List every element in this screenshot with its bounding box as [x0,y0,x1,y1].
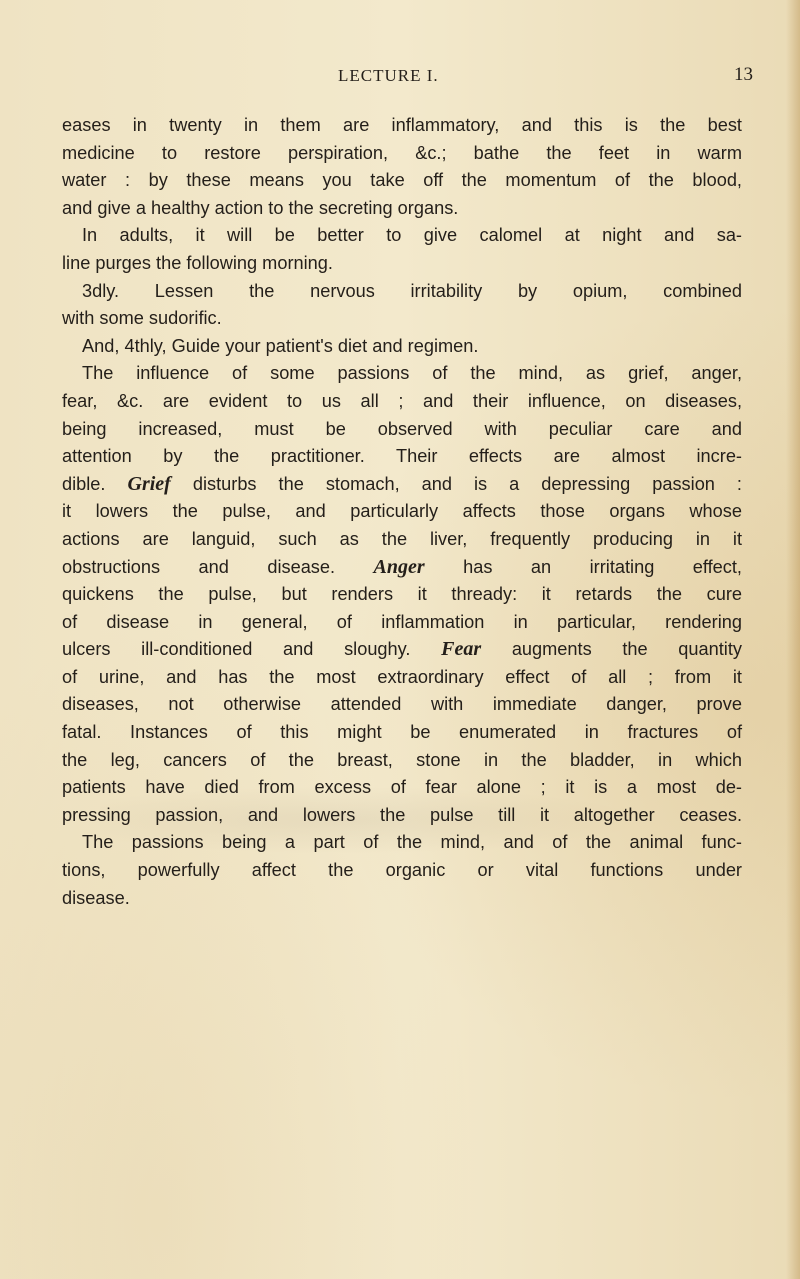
text-line-compound [62,554,742,582]
text-line: fatal. Instances of this might be enumerated in fractures of [62,722,742,743]
text-line: disease. [62,887,130,908]
text-line: pressing passion, and lowers the pulse till it altogether ceases. [62,804,742,825]
text-line: of disease in general, of inflammation in particular, rendering [62,611,742,632]
page-header [0,58,800,88]
text-line: it lowers the pulse, and particularly affects those organs whose [62,501,742,522]
text-line: The passions being a part of the mind, and of the animal func- [82,832,742,853]
text-line: patients have died from excess of fear alone ; it is a most de- [62,777,742,798]
text-line: and give a healthy action to the secreting organs. [62,197,459,218]
emphasis-anger: Anger [373,555,425,578]
text-line-compound [62,636,742,664]
text-line: actions are languid, such as the liver, frequently producing in it [62,528,742,549]
text-line: diseases, not otherwise attended with immediate danger, prove [62,694,742,715]
text-fragment: dible. [62,473,106,494]
text-line: fear, &c. are evident to us all ; and their influence, on diseases, [62,390,742,411]
text-line: In adults, it will be better to give calomel at night and sa- [82,225,742,246]
text-fragment: ulcers ill-conditioned and sloughy. [62,639,411,660]
page-number: 13 [734,64,753,85]
text-line: The influence of some passions of the mind, as grief, anger, [82,363,742,384]
text-line: with some sudorific. [62,308,222,329]
emphasis-fear: Fear [441,638,482,661]
text-fragment: augments the quantity [511,639,742,660]
emphasis-grief: Grief [127,472,171,495]
text-line: the leg, cancers of the breast, stone in the bladder, in which [62,749,742,770]
text-line: eases in twenty in them are inflammatory, and this is the best [62,115,742,135]
text-line: attention by the practitioner. Their effects are almost incre- [62,446,742,467]
text-line: tions, powerfully affect the organic or vital functions under [62,860,742,881]
text-line: 3dly. Lessen the nervous irritability by opium, combined [82,280,742,301]
text-line: line purges the following morning. [62,252,333,273]
page-edge-shadow [786,0,800,1279]
text-line: And, 4thly, Guide your patient's diet and regimen. [82,335,479,356]
text-line-compound [62,471,742,499]
text-line: of urine, and has the most extraordinary effect of all ; from it [62,666,742,687]
text-line: being increased, must be observed with peculiar care and [62,418,742,439]
body-text [62,112,742,912]
text-line: water : by these means you take off the momentum of the blood, [62,170,742,191]
text-fragment: obstructions and disease. [62,556,336,577]
text-fragment: has an irritating effect, [463,556,742,577]
text-fragment: disturbs the stomach, and is a depressing passion : [192,473,742,494]
running-title: LECTURE I. [338,66,439,85]
text-line: medicine to restore perspiration, &c.; bathe the feet in warm [62,142,742,163]
text-line: quickens the pulse, but renders it thready: it retards the cure [62,584,742,605]
